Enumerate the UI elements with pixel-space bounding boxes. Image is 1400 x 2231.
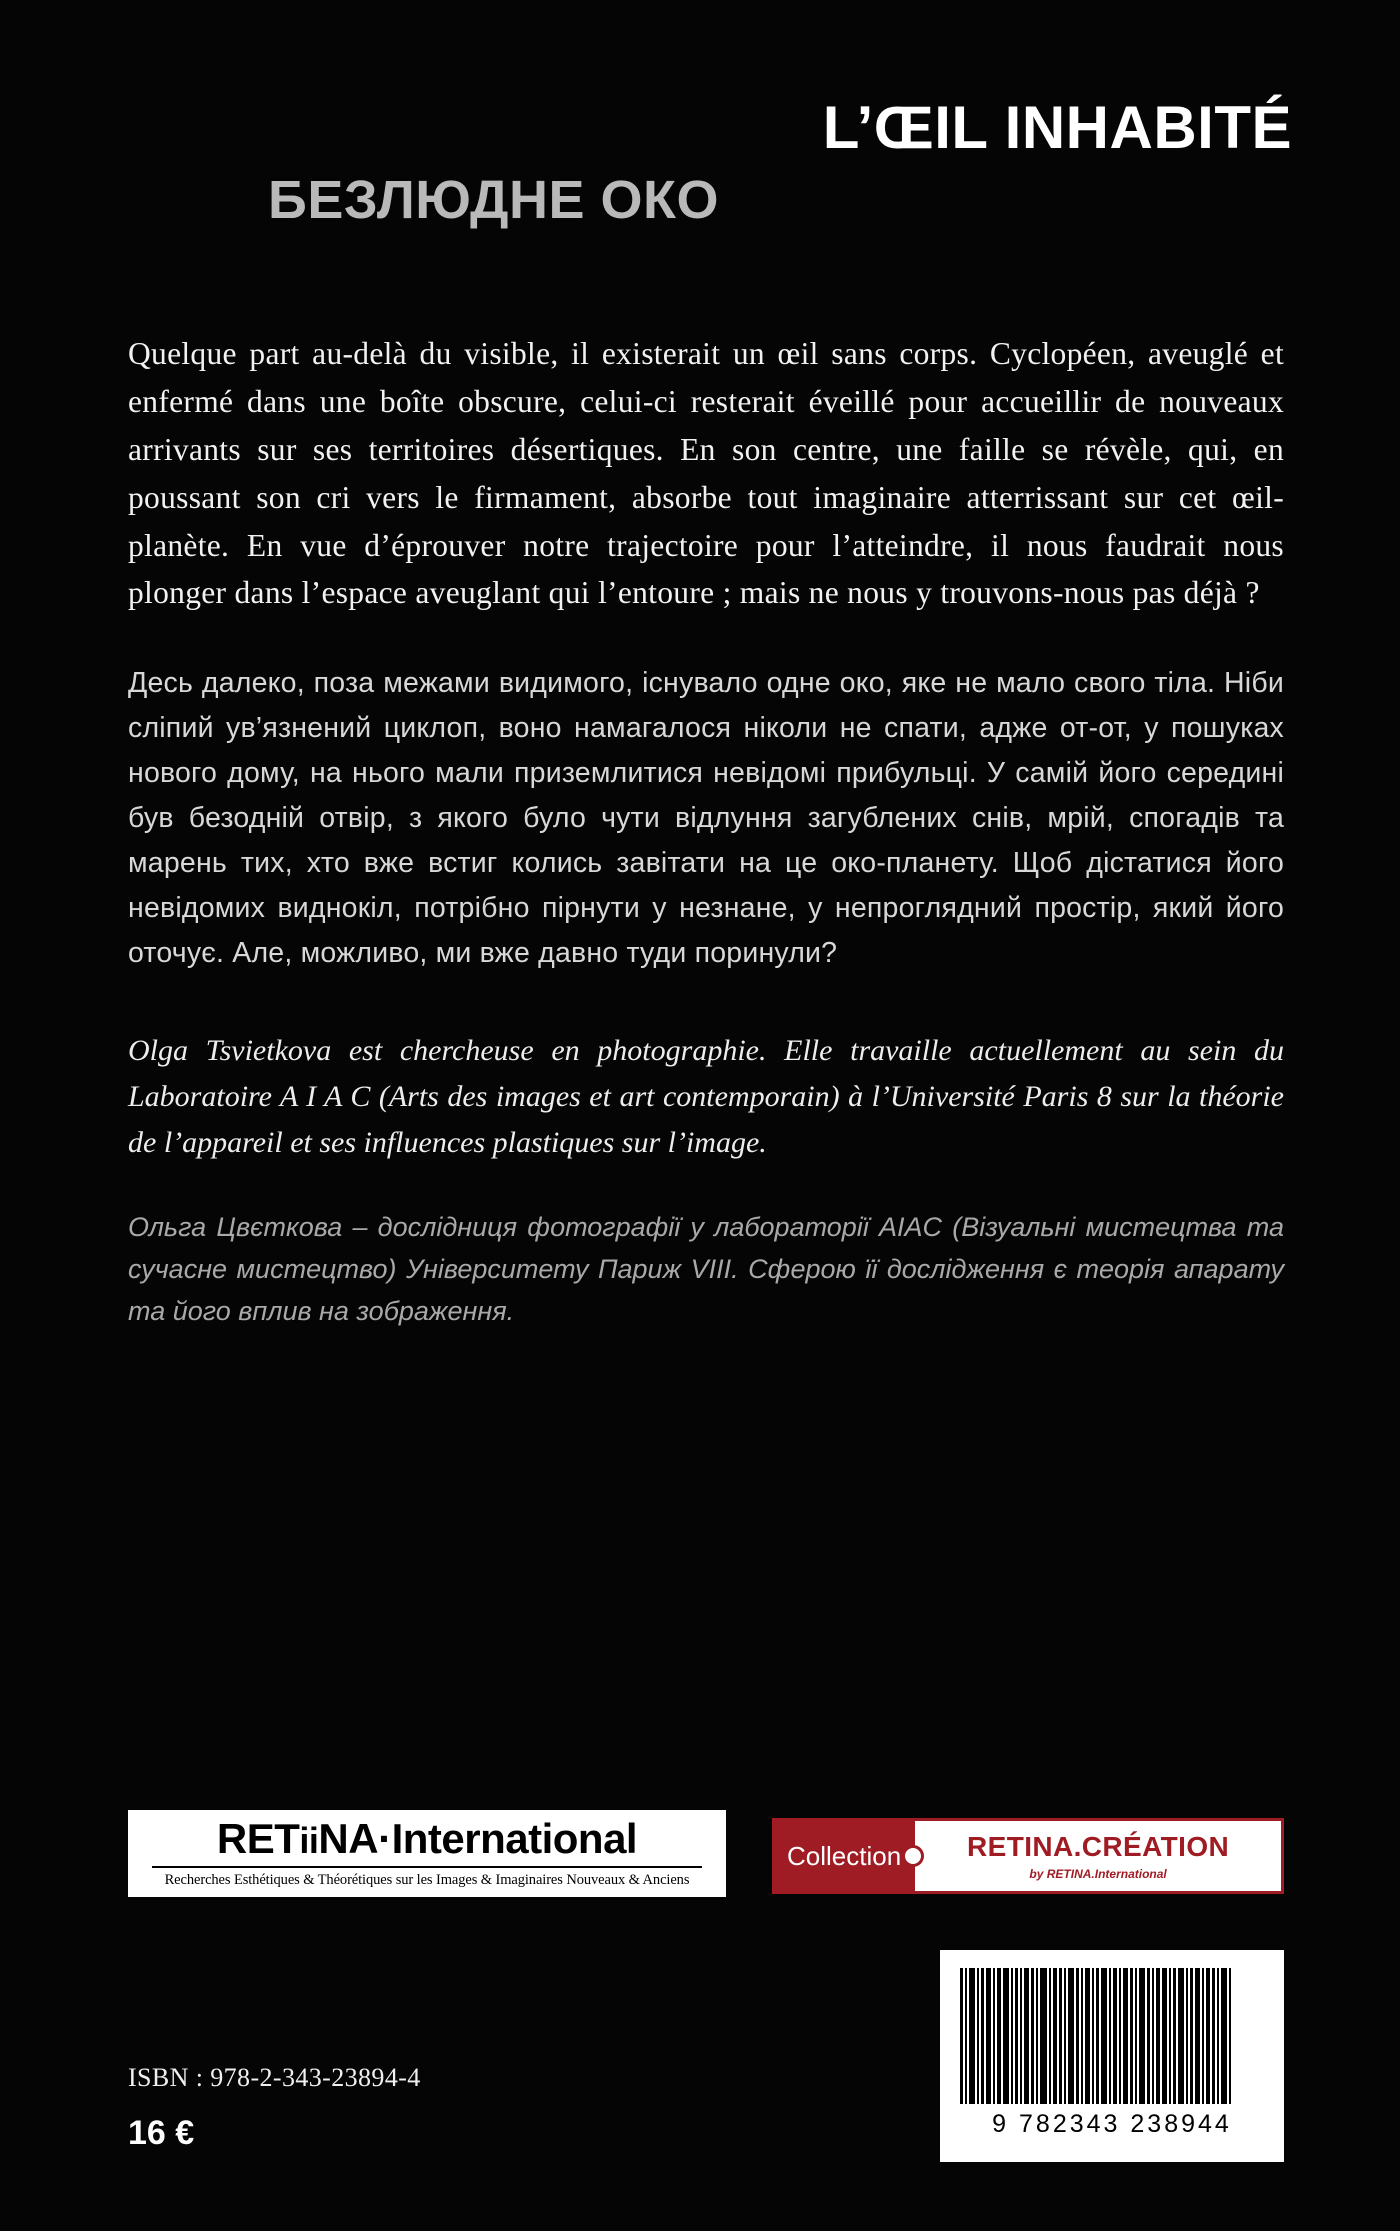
retina-logo-part3: NA·International [318,1815,638,1862]
author-bio-french: Olga Tsvietkova est chercheuse en photographie. Elle travaille actuellement au sein du Laboratoire A I A C (Arts des images et art contemporain) à l’Université Paris 8 sur la théorie de l’appareil et ses influences plastiques sur l’image. [128,1034,1284,1159]
collection-dot-icon [902,1845,924,1867]
retina-logo-divider [152,1866,702,1868]
page-title-ukrainian: БЕЗЛЮДНЕ ОКО [268,169,719,230]
collection-label: Collection [775,1821,915,1891]
title-block [0,96,1400,230]
barcode-number: 9 782343 238944 [992,2110,1232,2138]
blurb-ukrainian: Десь далеко, поза межами видимого, існувало одне око, яке не мало свого тіла. Ніби сліпий ув’язнений циклоп, воно намагалося ніколи не спати, адже от-от, у пошуках нового дому, на нього мали приземлитися невідомі прибульці. У самій його середині був безодній отвір, з якого було чути відлуння загублених снів, мрій, спогадів та марень тих, хто вже встиг колись завітати на це око-планету. Щоб дістатися його невідомих виднокіл, потрібно пірнути у незнане, у непроглядний простір, який його оточує. Але, можливо, ми вже давно туди поринули? [128,667,1284,970]
retina-international-logo [128,1810,726,1897]
blurb-container [128,330,1284,1333]
isbn-text: ISBN : 978-2-343-23894-4 [128,2063,421,2092]
barcode [940,1950,1284,2162]
retina-logo-part2: ii [299,1820,319,1861]
retina-logo-wordmark [128,1815,726,1862]
collection-name-block [915,1821,1281,1891]
collection-name: RETINA.CRÉATION [967,1831,1230,1862]
price-text: 16 € [128,2114,195,2152]
retina-logo-part1: RET [216,1815,300,1862]
collection-retina-creation-logo [772,1818,1284,1894]
retina-logo-tagline: Recherches Esthétiques & Théorétiques sur les Images & Imaginaires Nouveaux & Anciens [164,1872,690,1888]
barcode-bars [960,1968,1264,2104]
logos-row [128,1810,1284,1920]
author-bio-ukrainian: Ольга Цвєткова – дослідниця фотографії у лабораторії AIAC (Візуальні мистецтва та сучасне мистецтво) Університету Париж VIII. Сферою її дослідження є теорія апарату та його вплив на зображення. [128,1212,1284,1326]
collection-byline: by RETINA.International [1029,1867,1167,1881]
blurb-french: Quelque part au-delà du visible, il existerait un œil sans corps. Cyclopéen, aveuglé et enfermé dans une boîte obscure, celui-ci resterait éveillé pour accueillir de nouveaux arrivants sur ses territoires désertiques. En son centre, une faille se révèle, qui, en poussant son cri vers le firmament, absorbe tout imaginaire atterrissant sur cet œil-planète. En vue d’éprouver notre trajectoire pour l’atteindre, il nous faudrait nous plonger dans l’espace aveuglant qui l’entoure ; mais ne nous y trouvons-nous pas déjà ? [128,336,1284,611]
page-title-french: L’ŒIL INHABITÉ [822,94,1292,161]
